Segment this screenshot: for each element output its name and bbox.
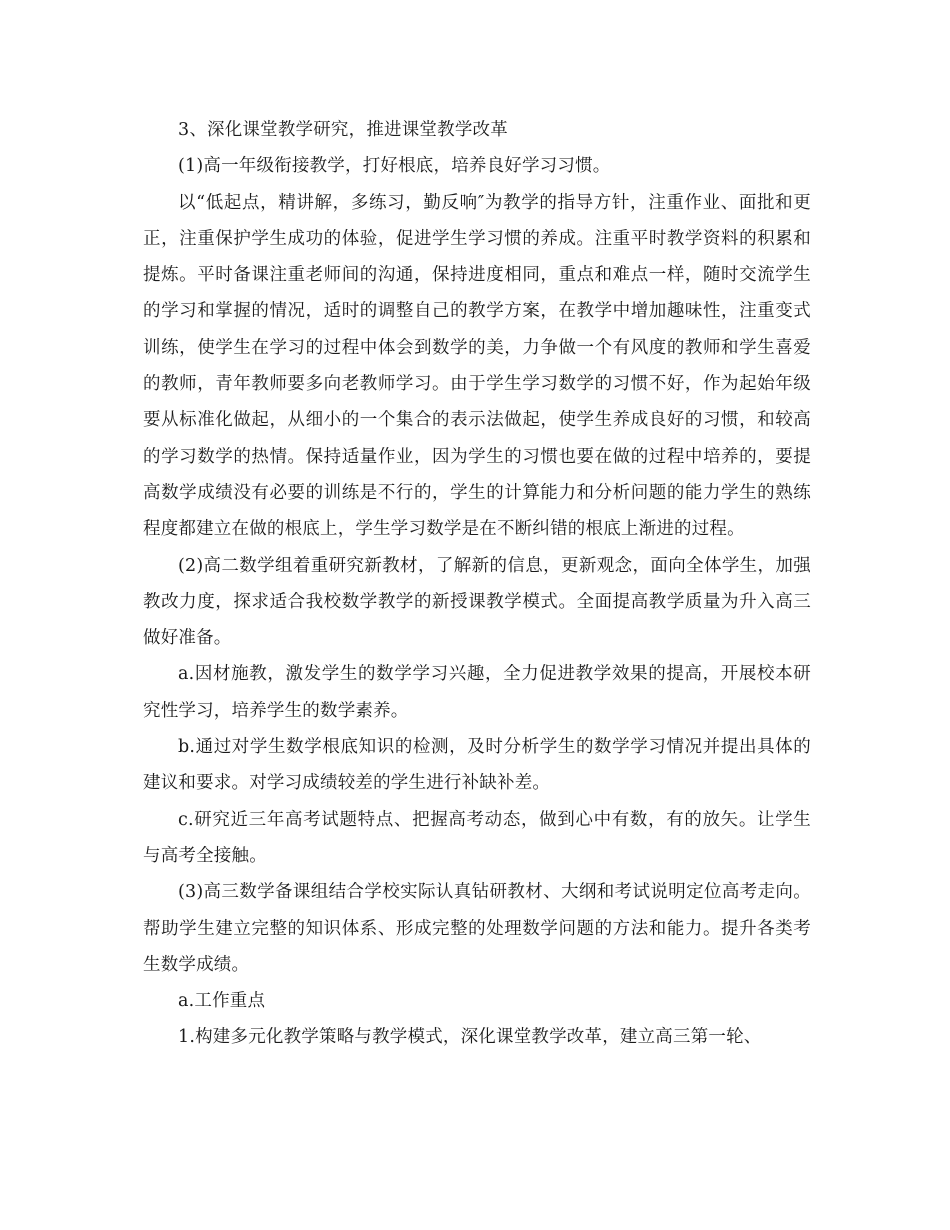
body-paragraph-grade-one: 以“低起点，精讲解，多练习，勤反响″为教学的指导方针，注重作业、面批和更正，注重保护学生成功的体验，促进学生学习惯的养成。注重平时教学资料的积累和提炼。平时备课注重老师间的沟通，保持进度相同，重点和难点一样，随时交流学生的学习和掌握的情况，适时的调整自己的教学方案，在教学中增加趣味性，注重变式训练，使学生在学习的过程中体会到数学的美，力争做一个有风度的教师和学生喜爱的教师，青年教师要多向老教师学习。由于学生学习数学的习惯不好，作为起始年级要从标准化做起，从细小的一个集合的表示法做起，使学生养成良好的习惯，和较高的学习数学的热情。保持适量作业，因为学生的习惯也要在做的过程中培养的，要提高数学成绩没有必要的训练是不行的，学生的计算能力和分析问题的能力学生的熟练程度都建立在做的根底上，学生学习数学是在不断纠错的根底上渐进的过程。 [143,192,811,540]
list-item-c: c.研究近三年高考试题特点、把握高考动态，做到心中有数，有的放矢。让学生与高考全接触。 [143,809,811,866]
list-item-1: 1.构建多元化教学策略与教学模式，深化课堂教学改革，建立高三第一轮、 [178,1027,762,1048]
document-body [143,112,811,1056]
list-item-work-focus: a.工作重点 [178,991,266,1012]
list-item-b: b.通过对学生数学根底知识的检测，及时分析学生的数学学习情况并提出具体的建议和要求。对学习成绩较差的学生进行补缺补差。 [143,737,811,794]
body-paragraph-grade-three: (3)高三数学备课组结合学校实际认真钻研教材、大纲和考试说明定位高考走向。帮助学生建立完整的知识体系、形成完整的处理数学问题的方法和能力。提升各类考生数学成绩。 [143,882,811,975]
section-heading: 3、深化课堂教学研究，推进课堂教学改革 [178,120,508,140]
subsection-heading-grade-one: (1)高一年级衔接教学，打好根底，培养良好学习习惯。 [178,156,611,177]
body-paragraph-grade-two: (2)高二数学组着重研究新教材，了解新的信息，更新观念，面向全体学生，加强教改力度，探求适合我校数学教学的新授课教学模式。全面提高教学质量为升入高三做好准备。 [143,555,811,649]
list-item-a: a.因材施教，激发学生的数学学习兴趣，全力促进教学效果的提高，开展校本研究性学习，培养学生的数学素养。 [143,664,811,721]
